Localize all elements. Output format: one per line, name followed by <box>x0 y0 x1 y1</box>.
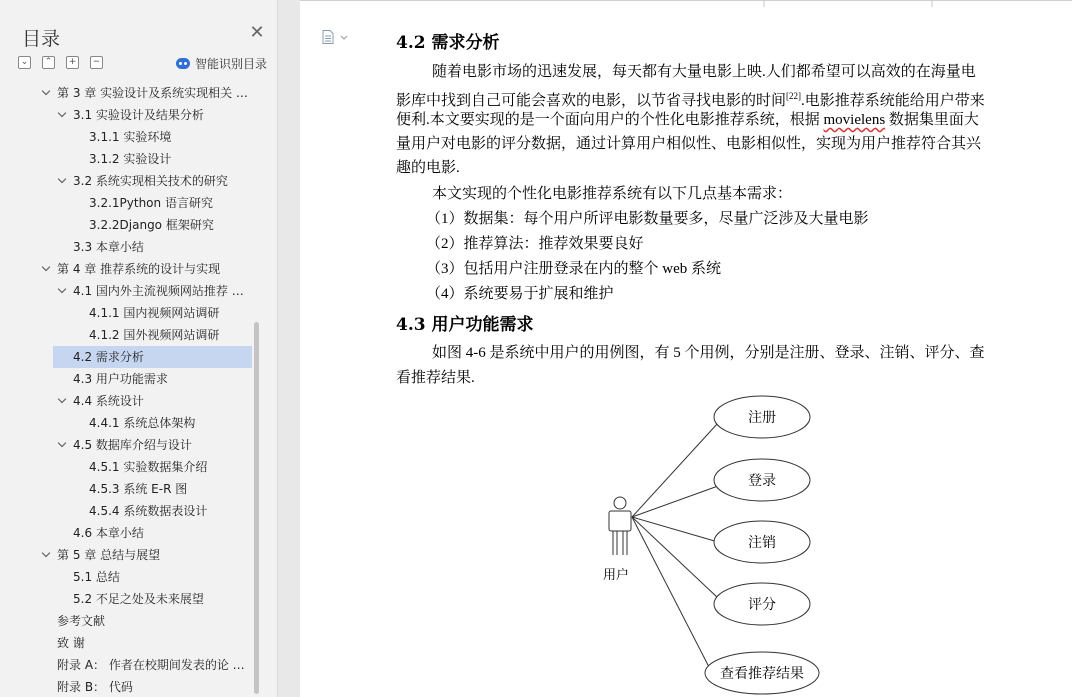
association-line <box>632 423 718 517</box>
association-line <box>632 486 718 517</box>
heading-4-3: 4.3 用户功能需求 <box>396 315 534 335</box>
document-page[interactable] <box>300 0 1072 697</box>
toc-item-label: 附录 B： 代码 <box>57 680 133 694</box>
add-level-icon[interactable]: + <box>66 56 79 69</box>
toc-item-label: 3.1.1 实验环境 <box>89 130 172 144</box>
paragraph-line: 便利.本文要实现的是一个面向用户的个性化电影推荐系统，根据 movielens 数据集里面大 <box>396 112 979 128</box>
toc-item[interactable] <box>0 236 252 258</box>
toc-item[interactable] <box>0 192 252 214</box>
document-icon[interactable] <box>322 30 334 44</box>
toc-item[interactable] <box>0 170 252 192</box>
paragraph-line: 随着电影市场的迅速发展，每天都有大量电影上映.人们都希望可以高效的在海量电 <box>432 64 976 80</box>
toc-item-label: 3.2.1Python 语言研究 <box>89 196 213 210</box>
toc-item-label: 3.2 系统实现相关技术的研究 <box>73 174 228 188</box>
toc-item-label: 3.3 本章小结 <box>73 240 144 254</box>
collapse-all-icon[interactable]: ⌃ <box>42 56 55 69</box>
toc-item-label: 附录 A： 作者在校期间发表的论 … <box>57 658 245 672</box>
toc-item-label: 4.6 本章小结 <box>73 526 144 540</box>
chevron-down-icon[interactable] <box>42 263 50 271</box>
toc-item[interactable] <box>0 544 252 566</box>
chevron-down-icon[interactable] <box>58 439 66 447</box>
toc-item[interactable] <box>0 368 252 390</box>
close-icon[interactable]: ✕ <box>249 22 265 43</box>
toc-list <box>0 80 258 697</box>
toc-item-label: 致 谢 <box>57 636 85 650</box>
toc-item[interactable] <box>53 346 252 368</box>
use-case-label: 注册 <box>748 411 776 426</box>
toc-title: 目录 <box>22 28 61 50</box>
toc-item[interactable] <box>0 588 252 610</box>
toc-item[interactable] <box>0 126 252 148</box>
association-line <box>632 517 709 667</box>
toc-item-label: 4.4 系统设计 <box>73 394 144 408</box>
toc-item[interactable] <box>0 566 252 588</box>
toc-item-label: 3.2.2Django 框架研究 <box>89 218 214 232</box>
expand-all-icon[interactable]: ⌄ <box>18 56 31 69</box>
toc-scrollbar[interactable] <box>254 322 259 694</box>
toc-item[interactable] <box>0 214 252 236</box>
paragraph-line: 看推荐结果. <box>396 370 475 386</box>
toc-item[interactable] <box>0 82 252 104</box>
toc-item[interactable] <box>0 412 252 434</box>
spellcheck-word[interactable]: movielens <box>823 112 886 128</box>
toc-item[interactable] <box>0 500 252 522</box>
toc-item-label: 4.2 需求分析 <box>73 350 144 364</box>
paragraph-line: 如图 4-6 是系统中用户的用例图，有 5 个用例，分别是注册、登录、注销、评分、查 <box>432 345 985 361</box>
toc-item[interactable] <box>0 610 252 632</box>
toc-item[interactable] <box>0 258 252 280</box>
toc-item-label: 4.5.1 实验数据集介绍 <box>89 460 208 474</box>
toc-item[interactable] <box>0 478 252 500</box>
paragraph-line: 本文实现的个性化电影推荐系统有以下几点基本需求： <box>432 186 793 202</box>
chevron-down-icon[interactable] <box>58 285 66 293</box>
top-ruler <box>300 0 1072 8</box>
toc-item[interactable] <box>0 522 252 544</box>
actor-figure <box>609 497 631 555</box>
use-case-diagram <box>596 395 836 695</box>
toc-item[interactable] <box>0 676 252 697</box>
toc-item-label: 5.2 不足之处及未来展望 <box>73 592 204 606</box>
use-case-label: 评分 <box>748 598 776 613</box>
toc-item[interactable] <box>0 280 252 302</box>
toc-item-label: 4.3 用户功能需求 <box>73 372 168 386</box>
paragraph-line: 量用户对电影的评分数据，通过计算用户相似性、电影相似性，实现为用户推荐符合其兴 <box>396 136 982 152</box>
use-case-label: 查看推荐结果 <box>720 667 804 682</box>
toc-sidebar <box>0 0 278 697</box>
toc-item[interactable] <box>0 390 252 412</box>
toc-item-label: 第 5 章 总结与展望 <box>57 548 161 562</box>
remove-level-icon[interactable]: − <box>90 56 103 69</box>
actor-label: 用户 <box>602 567 630 582</box>
toc-item-label: 第 4 章 推荐系统的设计与实现 <box>57 262 221 276</box>
requirement-item: （4）系统要易于扩展和维护 <box>426 286 614 302</box>
requirement-item: （1）数据集：每个用户所评电影数量要多，尽量广泛涉及大量电影 <box>426 211 869 227</box>
ai-robot-icon <box>176 58 190 69</box>
toc-item-label: 4.4.1 系统总体架构 <box>89 416 196 430</box>
requirement-item: （2）推荐算法：推荐效果要良好 <box>426 236 644 252</box>
chevron-down-icon[interactable] <box>42 87 50 95</box>
chevron-down-icon[interactable] <box>58 175 66 183</box>
paragraph-line: 趣的电影. <box>396 160 460 176</box>
toc-item-label: 3.1.2 实验设计 <box>89 152 172 166</box>
toc-item[interactable] <box>0 324 252 346</box>
heading-4-2: 4.2 需求分析 <box>396 33 500 53</box>
paragraph-line: 影库中找到自己可能会喜欢的电影，以节省寻找电影的时间[22].电影推荐系统能给用户带来 <box>396 91 985 109</box>
chevron-down-icon[interactable] <box>340 35 348 40</box>
toc-item-label: 第 3 章 实验设计及系统实现相关 … <box>57 86 248 100</box>
toc-item[interactable] <box>0 434 252 456</box>
use-case-label: 登录 <box>748 474 776 489</box>
requirement-item: （3）包括用户注册登录在内的整个 web 系统 <box>426 261 721 277</box>
toc-item-label: 4.1.1 国内视频网站调研 <box>89 306 220 320</box>
toc-item-label: 参考文献 <box>57 614 106 628</box>
chevron-down-icon[interactable] <box>58 109 66 117</box>
toc-item-label: 4.1 国内外主流视频网站推荐 … <box>73 284 244 298</box>
chevron-down-icon[interactable] <box>42 549 50 557</box>
toc-item-label: 4.5.4 系统数据表设计 <box>89 504 208 518</box>
toc-item[interactable] <box>0 632 252 654</box>
toc-item-label: 3.1 实验设计及结果分析 <box>73 108 204 122</box>
toc-item[interactable] <box>0 456 252 478</box>
toc-item-label: 4.5 数据库介绍与设计 <box>73 438 192 452</box>
use-case-label: 注销 <box>748 536 776 551</box>
citation-ref: [22] <box>786 91 802 101</box>
toc-item[interactable] <box>0 654 252 676</box>
toc-item[interactable] <box>0 104 252 126</box>
toc-item[interactable] <box>0 302 252 324</box>
toc-item-label: 4.1.2 国外视频网站调研 <box>89 328 220 342</box>
chevron-down-icon[interactable] <box>58 395 66 403</box>
toc-item-label: 4.5.3 系统 E-R 图 <box>89 482 188 496</box>
toc-item-label: 5.1 总结 <box>73 570 120 584</box>
smart-toc-button[interactable] <box>176 54 267 72</box>
toc-item[interactable] <box>0 148 252 170</box>
smart-toc-label: 智能识别目录 <box>195 56 268 71</box>
